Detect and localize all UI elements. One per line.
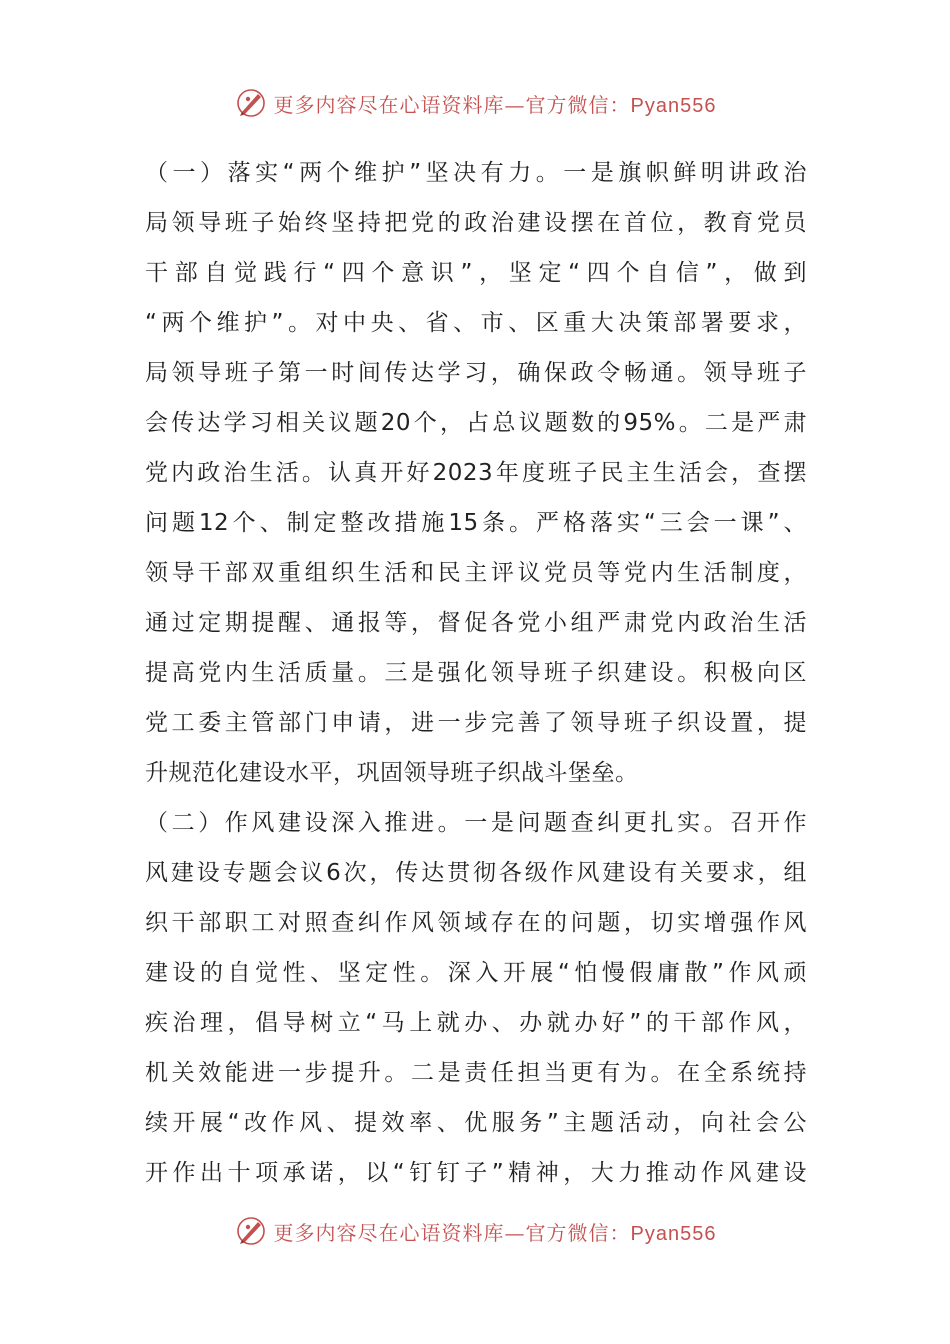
- text-line: 风建设专题会议6次，传达贯彻各级作风建设有关要求，组: [145, 860, 807, 886]
- watermark-wechat-id: Pyan556: [630, 1222, 717, 1245]
- text-line: 党工委主管部门申请，进一步完善了领导班子织设置，提: [145, 710, 807, 736]
- header-watermark: [0, 83, 950, 123]
- text-line: 建设的自觉性、坚定性。深入开展“怕慢假庸散”作风顽: [145, 960, 807, 986]
- watermark-text: [274, 89, 717, 118]
- text-line: 问题12个、制定整改措施15条。严格落实“三会一课”、: [145, 510, 807, 536]
- watermark-lead: 更多内容尽在心语资料库: [273, 1220, 505, 1245]
- text-line: 疾治理，倡导树立“马上就办、办就办好”的干部作风，: [145, 1010, 807, 1036]
- watermark-wechat-label: 官方微信：: [525, 92, 631, 117]
- text-line: 续开展“改作风、提效率、优服务”主题活动，向社会公: [145, 1110, 807, 1136]
- text-line: 党内政治生活。认真开好2023年度班子民主生活会，查摆: [145, 460, 807, 486]
- text-line: 干部自觉践行“四个意识”，坚定“四个自信”，做到: [145, 260, 807, 286]
- text-line: 局领导班子始终坚持把党的政治建设摆在首位，教育党员: [145, 210, 807, 236]
- text-line: 开作出十项承诺，以“钉钉子”精神，大力推动作风建设: [145, 1160, 807, 1186]
- watermark-wechat-id: Pyan556: [630, 94, 717, 117]
- text-line: 提高党内生活质量。三是强化领导班子织建设。积极向区: [145, 660, 807, 686]
- text-line: （一）落实“两个维护”坚决有力。一是旗帜鲜明讲政治: [145, 160, 807, 186]
- text-line: 会传达学习相关议题20个，占总议题数的95%。二是严肃: [145, 410, 807, 436]
- pen-logo-icon: [234, 1214, 268, 1248]
- text-line: 升规范化建设水平，巩固领导班子织战斗堡垒。: [145, 760, 639, 786]
- text-line: 织干部职工对照查纠作风领域存在的问题，切实增强作风: [145, 910, 807, 936]
- text-line: 领导干部双重组织生活和民主评议党员等党内生活制度，: [145, 560, 807, 586]
- text-line: 通过定期提醒、通报等，督促各党小组严肃党内政治生活: [145, 610, 807, 636]
- text-line: 局领导班子第一时间传达学习，确保政令畅通。领导班子: [145, 360, 807, 386]
- text-line: （二）作风建设深入推进。一是问题查纠更扎实。召开作: [145, 810, 807, 836]
- footer-watermark: [0, 1211, 950, 1251]
- watermark-text: [274, 1217, 717, 1246]
- watermark-dash: —: [504, 1220, 526, 1245]
- pen-logo-icon: [234, 86, 268, 120]
- text-line: “两个维护”。对中央、省、市、区重大决策部署要求，: [145, 310, 807, 336]
- watermark-lead: 更多内容尽在心语资料库: [273, 92, 505, 117]
- text-line: 机关效能进一步提升。二是责任担当更有为。在全系统持: [145, 1060, 807, 1086]
- watermark-wechat-label: 官方微信：: [525, 1220, 631, 1245]
- watermark-dash: —: [504, 92, 526, 117]
- document-body: [145, 148, 807, 1198]
